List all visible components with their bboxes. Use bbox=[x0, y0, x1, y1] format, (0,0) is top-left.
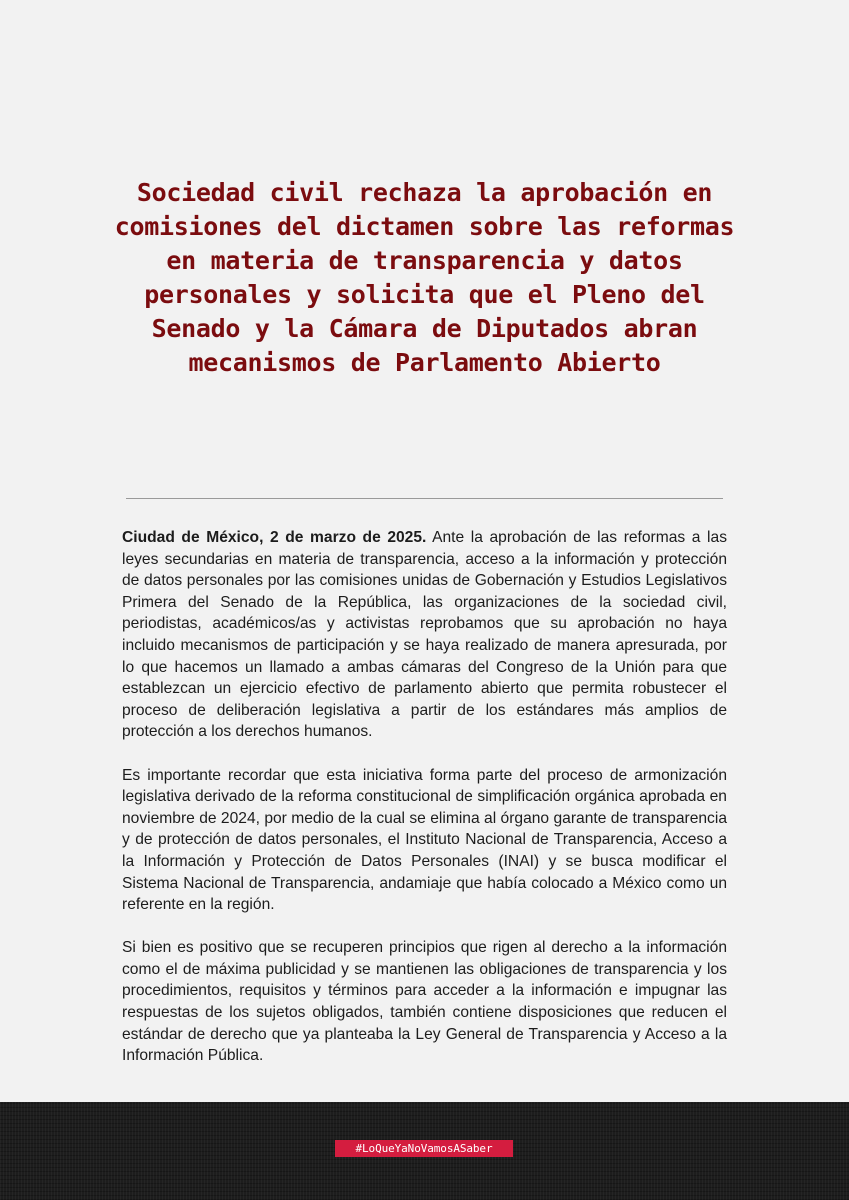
paragraph-3: Si bien es positivo que se recuperen principios que rigen al derecho a la información como el de máxima publicidad y se mantienen las obligaciones de transparencia y los procedimientos, requisitos y términos para acceder a la información e impugnar las respuestas de los sujetos obligados, también contiene disposiciones que reducen el estándar de derecho que ya planteaba la Ley General de Transparencia y Acceso a la Información Pública. bbox=[122, 939, 727, 1065]
press-release-body bbox=[122, 527, 727, 1088]
paragraph-1-text: Ante la aprobación de las reformas a las leyes secundarias en materia de transparencia, acceso a la información y protección de datos personales por las comisiones unidas de Gobernación y Estudios Legislativos Primera del Senado de la República, las organizaciones de la sociedad civil, periodistas, académicos/as y activistas reprobamos que su aprobación no haya incluido mecanismos de participación y se haya realizado de manera apresurada, por lo que hacemos un llamado a ambas cámaras del Congreso de la Unión para que establezcan un ejercicio efectivo de parlamento abierto que permita robustecer el proceso de deliberación legislativa a partir de los estándares más amplios de protección a los derechos humanos. bbox=[122, 529, 727, 741]
headline: Sociedad civil rechaza la aprobación en comisiones del dictamen sobre las reformas en materia de transparencia y datos personales y solicita que el Pleno del Senado y la Cámara de Diputados abran mecanismos de Parlamento Abierto bbox=[114, 178, 735, 377]
dateline: Ciudad de México, 2 de marzo de 2025. bbox=[122, 529, 427, 546]
paragraph-1 bbox=[122, 527, 727, 743]
paragraph-2: Es importante recordar que esta iniciativa forma parte del proceso de armonización legislativa derivado de la reforma constitucional de simplificación orgánica aprobada en noviembre de 2024, por medio de la cual se elimina al órgano garante de transparencia y de protección de datos personales, el Instituto Nacional de Transparencia, Acceso a la Información y Protección de Datos Personales (INAI) y se busca modificar el Sistema Nacional de Transparencia, andamiaje que había colocado a México como un referente en la región. bbox=[122, 766, 727, 914]
hashtag-badge: #LoQueYaNoVamosASaber bbox=[335, 1140, 513, 1157]
divider bbox=[126, 498, 723, 499]
